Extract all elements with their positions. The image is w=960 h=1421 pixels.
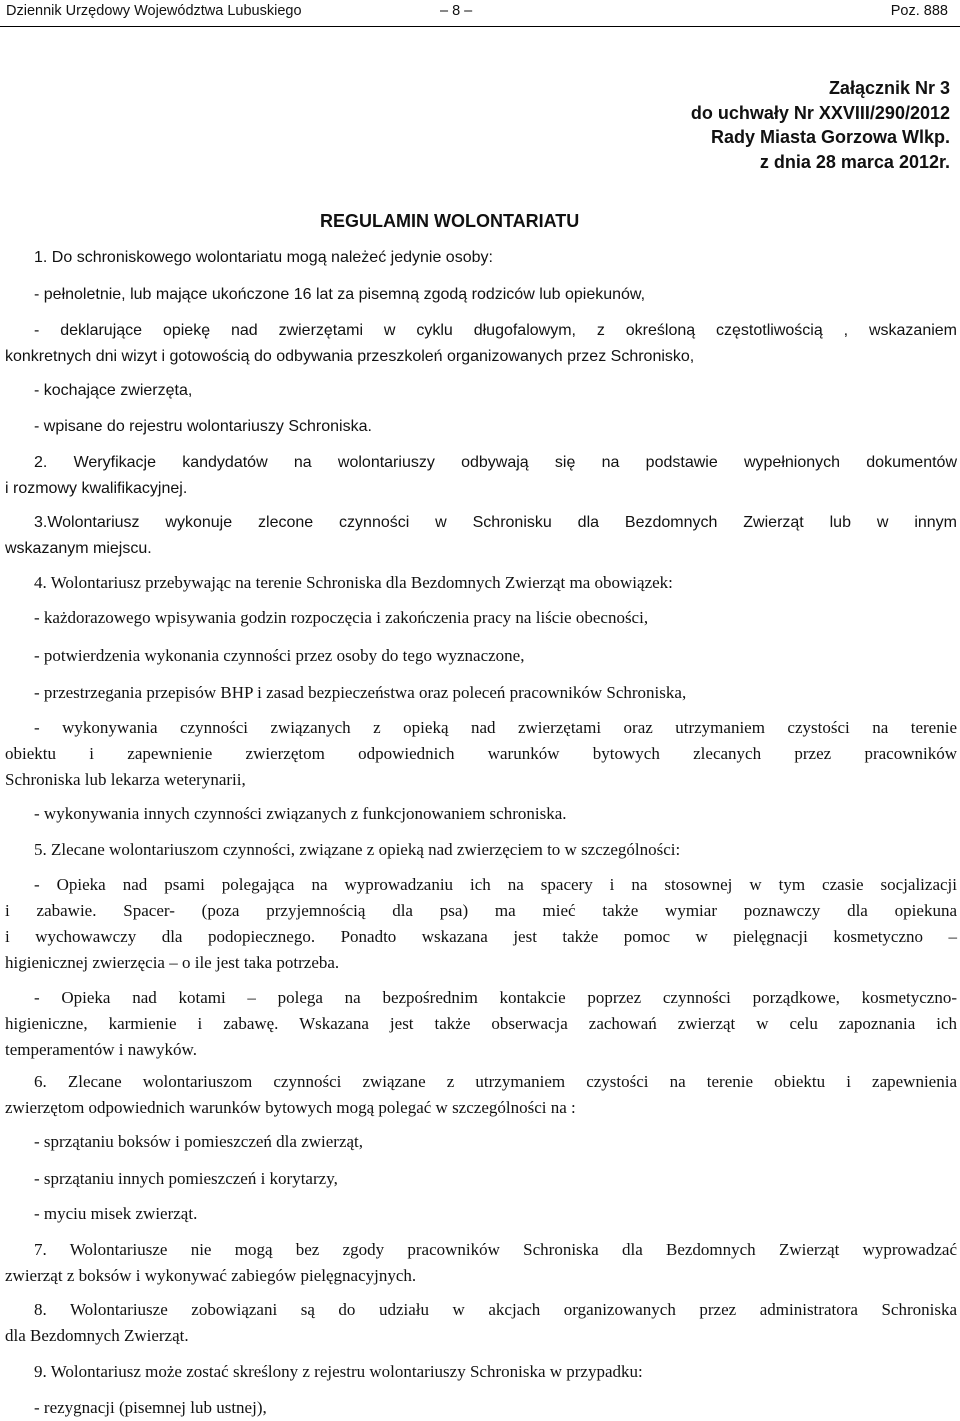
annex-block — [691, 76, 950, 174]
section-6-item: - sprzątaniu innych pomieszczeń i korytarzy, — [34, 1169, 338, 1188]
section-1-intro: 1. Do schroniskowego wolontariatu mogą należeć jedynie osoby: — [34, 249, 493, 266]
page-header — [0, 0, 960, 27]
section-4-item: - przestrzegania przepisów BHP i zasad bezpieczeństwa oraz poleceń pracowników Schroniska, — [34, 683, 687, 702]
page-number: – 8 – — [440, 3, 473, 19]
section-7: 7. Wolontariusze nie mogą bez zgody pracowników Schroniska dla Bezdomnych Zwierząt wyprowadzać zwierząt z boksów i wykonywać zabiegów pielęgnacyjnych. — [5, 1240, 957, 1285]
section-1-item: - wpisane do rejestru wolontariuszy Schroniska. — [34, 418, 372, 435]
section-4-intro: 4. Wolontariusz przebywając na terenie Schroniska dla Bezdomnych Zwierząt ma obowiązek: — [34, 573, 673, 592]
section-1-item-long: - deklarujące opiekę nad zwierzętami w cyklu długofalowym, z określoną częstotliwością , wskazaniem konkretnych dni wizyt i gotowością do odbywania przeszkoleń organizowanych przez Schronisko, — [5, 322, 957, 365]
section-3: 3.Wolontariusz wykonuje zlecone czynności w Schronisku dla Bezdomnych Zwierząt lub w innym wskazanym miejscu. — [5, 514, 957, 557]
section-6-item: - myciu misek zwierząt. — [34, 1204, 198, 1223]
section-1-item: - kochające zwierzęta, — [34, 382, 193, 399]
section-9-intro: 9. Wolontariusz może zostać skreślony z rejestru wolontariuszy Schroniska w przypadku: — [34, 1362, 643, 1381]
journal-name: Dziennik Urzędowy Województwa Lubuskiego — [6, 3, 302, 19]
section-6-item: - sprzątaniu boksów i pomieszczeń dla zwierząt, — [34, 1132, 364, 1151]
section-1-item: - pełnoletnie, lub mające ukończone 16 lat za pisemną zgodą rodziców lub opiekunów, — [34, 286, 646, 303]
section-5-intro: 5. Zlecane wolontariuszom czynności, związane z opieką nad zwierzęciem to w szczególności: — [34, 840, 681, 859]
section-6: 6. Zlecane wolontariuszom czynności związane z utrzymaniem czystości na terenie obiektu i zapewnienia zwierzętom odpowiednich warunków bytowych mogą polegać w szczególności na : — [5, 1072, 957, 1117]
position-number: Poz. 888 — [890, 3, 948, 19]
annex-line: Załącznik Nr 3 — [828, 78, 950, 98]
annex-line: z dnia 28 marca 2012r. — [759, 151, 950, 172]
annex-line: do uchwały Nr XXVIII/290/2012 — [690, 102, 950, 123]
section-5-cats: - Opieka nad kotami – polega na bezpośrednim kontakcie poprzez czynności porządkowe, kosmetyczno- higieniczne, karmienie i zabawę. Wskazana jest także obserwacja zachowań zwierząt w celu zapoznania ich temperamentów i nawyków. — [5, 988, 957, 1059]
section-4-item-long: - wykonywania czynności związanych z opieką nad zwierzętami oraz utrzymaniem czystości na terenie obiektu i zapewnienie zwierzętom odpowiednich warunków bytowych zlecanych przez pracowników Schroniska lub lekarza weterynarii, — [5, 718, 957, 789]
section-4-item: - wykonywania innych czynności związanych z funkcjonowaniem schroniska. — [34, 804, 567, 823]
section-2: 2. Weryfikacje kandydatów na wolontariuszy odbywają się na podstawie wypełnionych dokumentów i rozmowy kwalifikacyjnej. — [5, 454, 957, 497]
section-4-item: - potwierdzenia wykonania czynności przez osoby do tego wyznaczone, — [34, 646, 525, 665]
section-4-item: - każdorazowego wpisywania godzin rozpoczęcia i zakończenia pracy na liście obecności, — [34, 608, 649, 627]
annex-line: Rady Miasta Gorzowa Wlkp. — [710, 127, 950, 147]
section-8: 8. Wolontariusze zobowiązani są do udziału w akcjach organizowanych przez administratora Schroniska dla Bezdomnych Zwierząt. — [5, 1300, 957, 1345]
section-9-item: - rezygnacji (pisemnej lub ustnej), — [34, 1398, 267, 1417]
section-5-dogs: - Opieka nad psami polegająca na wyprowadzaniu ich na spacery i na stosownej w tym czasie socjalizacji i zabawie. Spacer- (poza przyjemnością dla psa) ma mieć także wymiar poznawczy dla opiekuna i wychowawczy dla podopiecznego. Ponadto wskazana jest także pomoc w pielęgnacji kosmetyczno – higienicznej zwierzęcia – o ile jest taka potrzeba. — [5, 875, 957, 972]
document-title: REGULAMIN WOLONTARIATU — [320, 211, 580, 231]
